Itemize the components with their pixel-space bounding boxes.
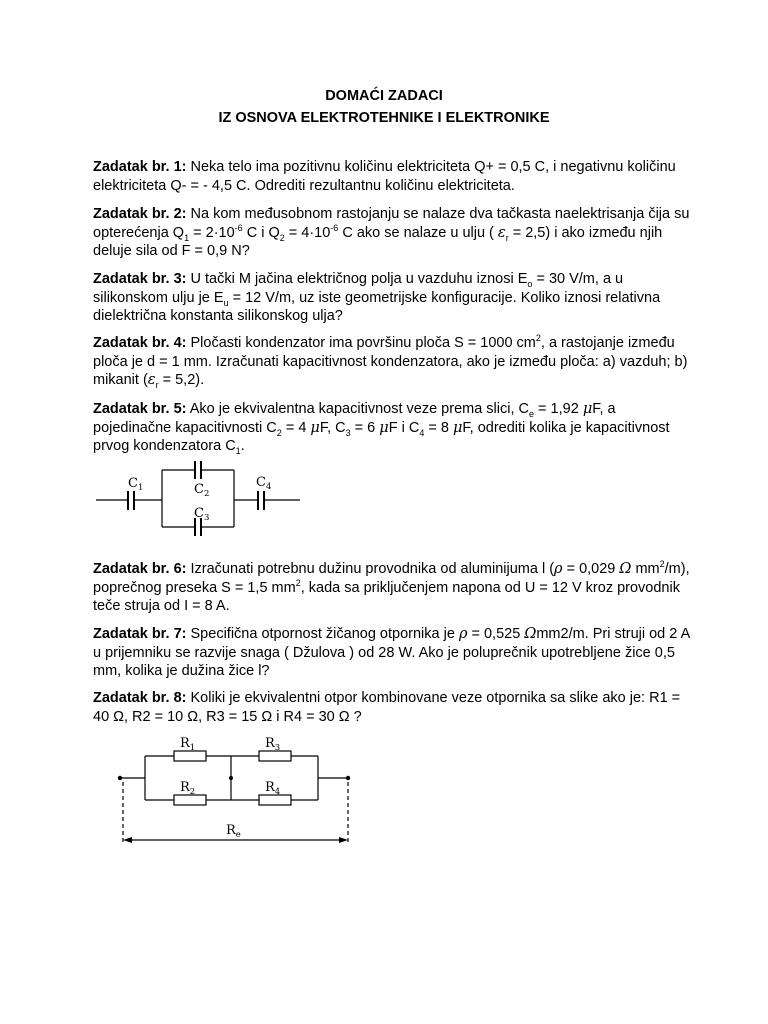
task-5: Zadatak br. 5: Ako je ekvivalentna kapacitivnost veze prema slici, $C_e = 1,92$ μF, a pojedinačne kapacitivnosti $C_2 = 4$ μF, $C_3 = 6$ μF i $C_4 = 8$ μF, odrediti kolika je kapacitivnost prvog kondenzatora $C_1$. <box>93 401 670 456</box>
capacitor-circuit-figure <box>90 455 310 545</box>
label-r2: $R_2$ <box>180 780 196 797</box>
task-label: Zadatak br. 2: <box>93 206 187 222</box>
page-title: DOMAĆI ZADACI <box>325 88 443 104</box>
task-3: Zadatak br. 3: U tački M jačina električnog polja u vazduhu iznosi $E_o = 30$ V/m, a u silikonskom ulju je $E_u = 12$ V/m, uz iste geometrijske konfiguracije. Koliko iznosi relativna dielektrična konstanta silikonskog ulja? <box>93 271 661 324</box>
resistor-circuit-figure <box>110 732 365 852</box>
task-label: Zadatak br. 3: <box>93 271 187 287</box>
label-c4: $C_4$ <box>256 475 272 492</box>
task-7: Zadatak br. 7: Specifična otpornost žičanog otpornika je ρ = 0,525 Ωmm2/m. Pri struji od 2 A u prijemniku se razvije snaga ( Džulova ) od 28 W. Ako je poluprečnik upotrebljene žice 0,5 mm, kolika je dužina žice l? <box>93 626 690 679</box>
task-1: Zadatak br. 1: Neka telo ima pozitivnu količinu elektriciteta Q+ = 0,5 C, i negativnu količinu elektriciteta Q- = - 4,5 C. Odrediti rezultantnu količinu elektriciteta. <box>93 159 676 194</box>
task-label: Zadatak br. 1: <box>93 159 187 175</box>
task-label: Zadatak br. 5: <box>93 401 187 417</box>
page-subtitle: IZ OSNOVA ELEKTROTEHNIKE I ELEKTRONIKE <box>218 110 550 126</box>
task-6: Zadatak br. 6: Izračunati potrebnu dužinu provodnika od aluminijuma l (ρ = 0,029 Ω $mm^2/m$), poprečnog preseka S = 1,5 $mm^2$, kada sa priključenjem napona od U = 12 V kroz provodnik teče struja od I = 8 A. <box>93 559 690 614</box>
task-4: Zadatak br. 4: Pločasti kondenzator ima površinu ploča S = 1000 $cm^2$, a rastojanje između ploča je d = 1 mm. Izračunati kapacitivnost kondenzatora, ako je između ploča: a) vazduh; b) mikanit $(\varepsilon_r = 5,2)$. <box>93 333 688 390</box>
label-c1: $C_1$ <box>128 476 144 493</box>
task-label: Zadatak br. 4: <box>93 335 187 351</box>
task-label: Zadatak br. 8: <box>93 690 187 706</box>
label-re: $R_e$ <box>226 823 241 840</box>
task-label: Zadatak br. 7: <box>93 626 187 642</box>
label-r4: $R_4$ <box>265 780 281 797</box>
task-label: Zadatak br. 6: <box>93 561 187 577</box>
task-8: Zadatak br. 8: Koliki je ekvivalentni otpor kombinovane veze otpornika sa slike ako je: R1 = 40 Ω, R2 = 10 Ω, R3 = 15 Ω i R4 = 30 Ω ? <box>93 690 681 725</box>
task-2: Zadatak br. 2: Na kom međusobnom rastojanju se nalaze dva tačkasta naelektrisanja čija su opterećenja $Q_1 = 2\cdot 10^{-6}$ C i $Q_2 = 4\cdot 10^{-6}$ C ako se nalaze u ulju ( $\varepsilon_r = 2,5$) i ako između njih deluje sila od F = 0,9 N? <box>93 206 690 259</box>
label-r3: $R_3$ <box>265 736 281 753</box>
label-c3: $C_3$ <box>194 506 210 523</box>
label-r1: $R_1$ <box>180 736 196 753</box>
label-c2: $C_2$ <box>194 482 210 499</box>
